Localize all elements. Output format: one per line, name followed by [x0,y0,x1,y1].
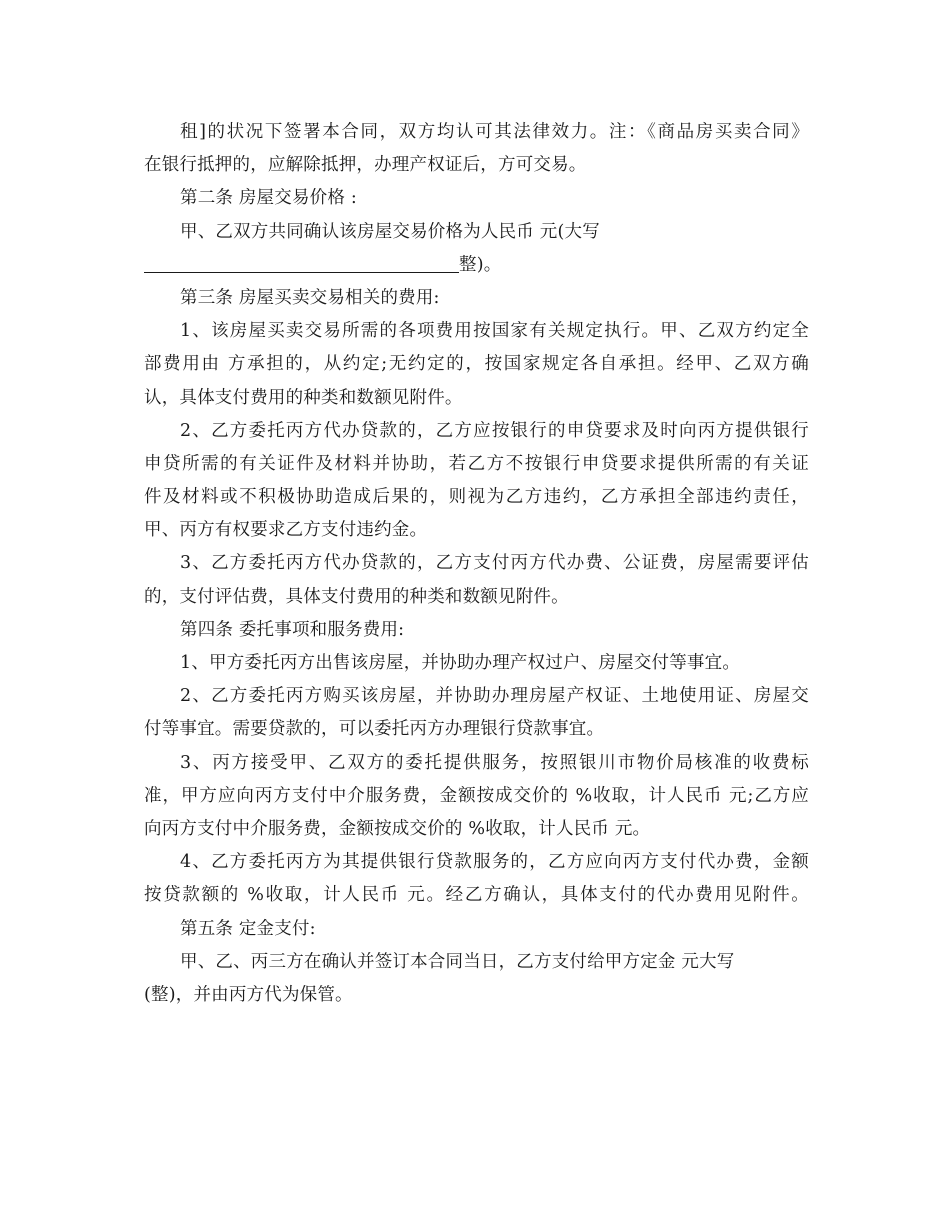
text-line-14: 3、乙方委托丙方代办贷款的，乙方支付丙方代办费、公证费，房屋需要评估 [180,553,809,574]
text-line-15: 的，支付评估费，具体支付费用的种类和数额见附件。 [144,586,569,607]
text-line-24: 按贷款额的 %收取，计人民币 元。经乙方确认，具体支付的代办费用见附件。 [144,885,809,906]
article-3-heading: 第三条 房屋买卖交易相关的费用: [180,287,440,308]
text-line-18: 2、乙方委托丙方购买该房屋，并协助办理房屋产权证、土地使用证、房屋交 [180,686,809,707]
text-line-21: 准，甲方应向丙方支付中介服务费，金额按成交价的 %收取，计人民币 元;乙方应 [144,785,809,806]
text-line-2: 在银行抵押的，应解除抵押，办理产权证后，方可交易。 [144,155,587,176]
text-line-5 [144,249,809,282]
text-line-19: 付等事宜。需要贷款的，可以委托丙方办理银行贷款事宜。 [144,719,605,740]
text-line-5-suffix: 整)。 [459,254,502,275]
article-5-heading: 第五条 定金支付: [180,918,316,939]
article-2-heading: 第二条 房屋交易价格 : [180,188,357,209]
text-line-23: 4、乙方委托丙方为其提供银行贷款服务的，乙方应向丙方支付代办费，金额 [180,852,809,873]
text-line-10: 2、乙方委托丙方代办贷款的，乙方应按银行的申贷要求及时向丙方提供银行 [180,420,809,441]
text-line-4: 甲、乙双方共同确认该房屋交易价格为人民币 元(大写 [180,221,600,242]
text-line-11: 申贷所需的有关证件及材料并协助，若乙方不按银行申贷要求提供所需的有关证 [144,453,809,474]
text-line-12: 件及材料或不积极协助造成后果的，则视为乙方违约，乙方承担全部违约责任， [144,487,809,508]
text-line-26: 甲、乙、丙三方在确认并签订本合同当日，乙方支付给甲方定金 元大写 [180,951,735,972]
text-line-17: 1、甲方委托丙方出售该房屋，并协助办理产权过户、房屋交付等事宜。 [180,653,741,673]
text-line-7: 1、该房屋买卖交易所需的各项费用按国家有关规定执行。甲、乙双方约定全 [180,321,809,342]
text-line-22: 向丙方支付中介服务费，金额按成交价的 %收取，计人民币 元。 [144,818,651,839]
text-line-20: 3、丙方接受甲、乙双方的委托提供服务，按照银川市物价局核准的收费标 [180,752,809,773]
text-line-27: (整)，并由丙方代为保管。 [144,984,353,1005]
text-line-1: 租]的状况下签署本合同，双方均认可其法律效力。注：《商品房买卖合同》 [180,122,809,142]
text-line-9: 认，具体支付费用的种类和数额见附件。 [144,387,463,408]
contract-text-body [144,116,809,1012]
article-4-heading: 第四条 委托事项和服务费用: [180,619,405,640]
text-line-13: 甲、丙方有权要求乙方支付违约金。 [144,520,428,541]
text-line-8: 部费用由 方承担的，从约定;无约定的，按国家规定各自承担。经甲、乙双方确 [144,354,809,375]
amount-blank-underline [144,252,459,273]
